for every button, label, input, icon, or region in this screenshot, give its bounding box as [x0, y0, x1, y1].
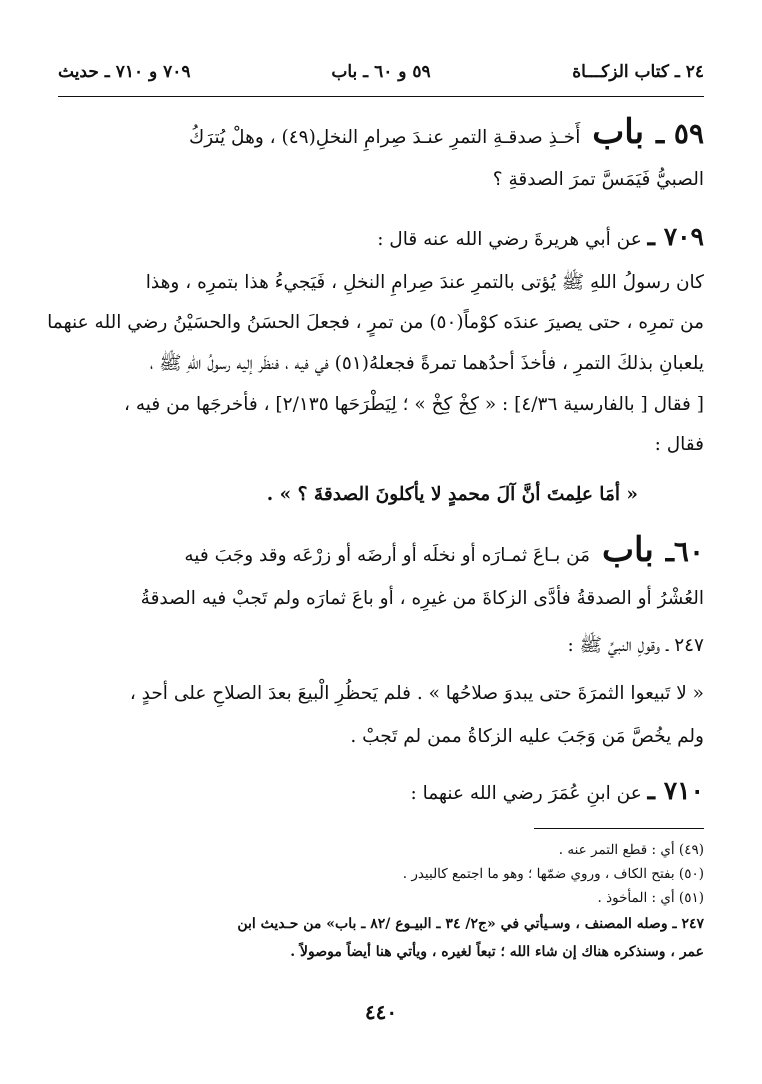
- bab59-number: ٥٩ ـ: [655, 117, 704, 150]
- bab59-word: باب: [592, 112, 645, 152]
- hadith710-intro-line: [58, 776, 704, 805]
- hadith709-text-line: من تمرِه ، حتى يصيرَ عندَه كوْماً(٥٠) من تمرٍ ، فجعلَ الحسَنُ والحسَيْنُ رضي الله عنهما: [47, 312, 704, 333]
- header-divider: [58, 96, 704, 97]
- hadith709-text-line: يلعبانِ بذلكَ التمرِ ، فأخذَ أحدُهما تمرةً فجعلهُ(٥١) في فيه ، فنظَر إليه رسولُ اللهِ ﷺ ،: [149, 353, 704, 374]
- bab60-title-line1: مَن بـاعَ ثمـارَه أو نخلَه أو أرضَه أو زرْعَه وقد وجَبَ فيه: [184, 545, 591, 566]
- hadith710-number: ٧١٠ ـ: [647, 776, 704, 805]
- hadith709-intro-line: [58, 222, 704, 251]
- hadith709-quote: « أمَا علِمتَ أنَّ آلَ محمدٍ لا يأكلونَ الصدقةَ ؟ » .: [266, 484, 638, 505]
- hadith709-narrator: عن أبي هريرةَ رضي الله عنه قال :: [377, 229, 642, 250]
- footnote-49: (٤٩) أي : قطع التمر عنه .: [558, 842, 704, 858]
- bab59-title-line1: أَخـذِ صدقـةِ التمرِ عنـدَ صِرامِ النخلِ(٤٩) ، وهلْ يُترَكُ: [188, 127, 581, 148]
- footnote-247-line2: عمر ، وسنذكره هناك إن شاء الله ؛ تبعاً لغيره ، ويأتي هنا أيضاً موصولاً .: [290, 944, 704, 960]
- bab60-word: باب: [601, 530, 654, 570]
- hadith709-number: ٧٠٩ ـ: [647, 222, 704, 251]
- running-header: [58, 58, 704, 92]
- bab60-heading: [58, 530, 704, 570]
- bab59-title-line2: الصبيُّ فَيَمَسَّ تمرَ الصدقةِ ؟: [492, 169, 704, 190]
- hadith709-text-line: فقال :: [654, 434, 704, 455]
- footnote-divider: [534, 828, 704, 829]
- page-number: ٤٤٠: [364, 1000, 398, 1024]
- hadith709-text-line: [ فقال [ بالفارسية ٤/٣٦] : « كِخْ كِخْ » ؛ لِيَطْرَحَها ٢/١٣٥] ، فأخرجَها من فيه ،: [124, 394, 704, 415]
- bab59-heading: [58, 112, 704, 152]
- hadith710-narrator: عن ابنِ عُمَرَ رضي الله عنهما :: [410, 783, 642, 804]
- footnote-51: (٥١) أي : المأخوذ .: [597, 890, 704, 906]
- footnote-50: (٥٠) بفتح الكاف ، وروي ضمّها ؛ وهو ما اجتمع كالبيدر .: [402, 866, 704, 882]
- note247-line2: ولم يخُصَّ مَن وَجَبَ عليه الزكاةُ ممن لم تَجبْ .: [350, 726, 704, 747]
- header-book-title: ٢٤ ـ كتاب الزكـــاة: [572, 62, 704, 82]
- footnote-247-line1: ٢٤٧ ـ وصله المصنف ، وسـيأتي في «ج٢/ ٣٤ ـ البيـوع /٨٢ ـ باب» من حـديث ابن: [237, 916, 704, 932]
- bab60-title-line2: العُشْرُ أو الصدقةُ فأدَّى الزكاةَ من غيرِه ، أو باعَ ثمارَه ولم تَجبْ فيه الصدقةُ: [140, 588, 704, 609]
- note247-line1: « لا تَبيعوا الثمرَةَ حتى يبدوَ صلاحُها » . فلم يَحظُرِ الْبيعَ بعدَ الصلاحِ على أحدٍ ،: [129, 683, 704, 704]
- note247-intro: ٢٤٧ ـ وقولِ النبيِّ ﷺ :: [567, 635, 704, 656]
- header-hadith-range: ٧٠٩ و ٧١٠ ـ حديث: [58, 62, 191, 82]
- hadith709-text-line: كان رسولُ اللهِ ﷺ يُؤتى بالتمرِ عندَ صِرامِ النخلِ ، فَيَجيءُ هذا بتمرِه ، وهذا: [145, 272, 704, 293]
- bab60-number: ٦٠ـ: [665, 535, 704, 568]
- header-chapter-range: ٥٩ و ٦٠ ـ باب: [331, 62, 431, 82]
